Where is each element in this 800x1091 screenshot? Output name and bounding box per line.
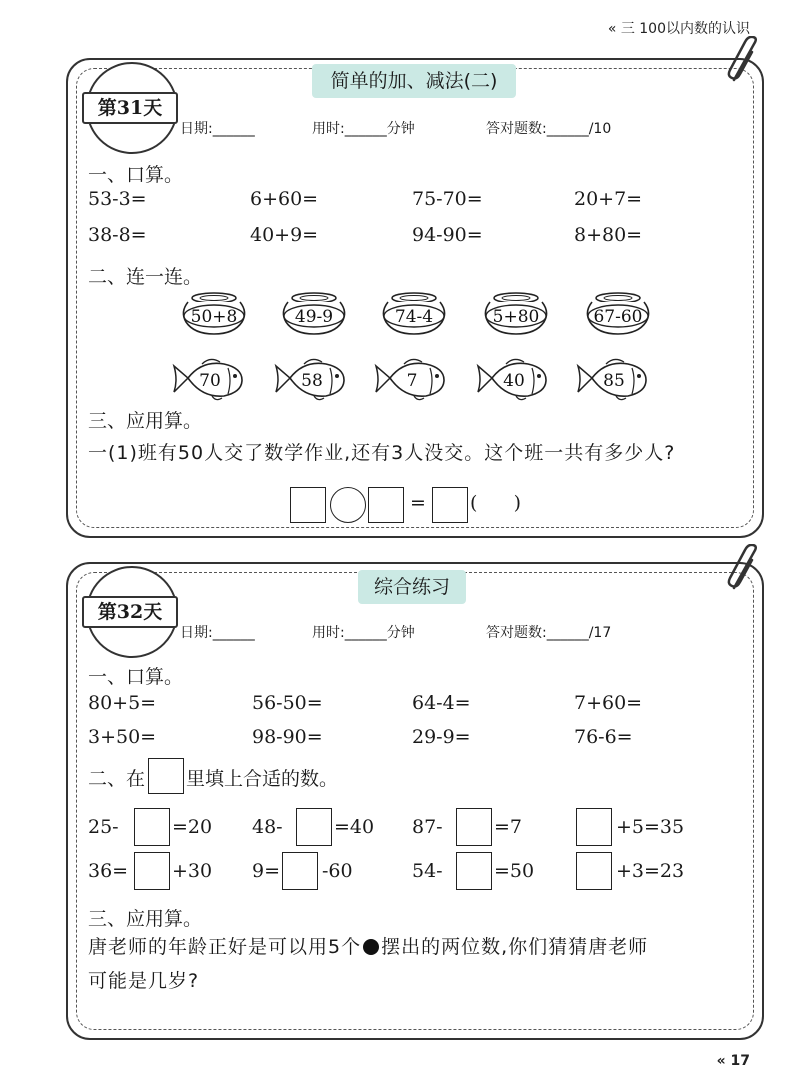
answer-box[interactable] [456,852,492,890]
bowl-label: 5+80 [492,307,540,327]
day32-word-problem-line1 [88,930,748,964]
bowl-label: 50+8 [190,307,238,327]
answer-box[interactable] [296,808,332,846]
day31-section1-title: 一、口算。 [88,164,184,186]
bowl-icon[interactable] [378,290,450,338]
day31-eq-2-2: 40+9= [250,224,319,246]
day32-eq-2-3: 29-9= [412,726,471,748]
day32-eq-1-4: 7+60= [574,692,643,714]
chapter-header: « 三 100以内数的认识 [607,21,750,37]
fill-post: =7 [494,816,523,838]
fill-pre: 36= [88,860,129,882]
fill-pre: 48- [252,816,283,838]
fill-post: +5=35 [616,816,685,838]
unit-paren: ( ) [470,492,522,514]
fill-post: +3=23 [616,860,685,882]
fish-icon[interactable] [172,356,246,402]
bead-icon [363,939,379,955]
fill-pre: 25- [88,816,119,838]
bowl-label: 74-4 [394,307,434,327]
day31-eq-2-4: 8+80= [574,224,643,246]
day32-section2-title-pre: 二、在 [88,768,146,790]
day32-section1-title: 一、口算。 [88,666,184,688]
fish-label: 70 [199,371,221,391]
fill-pre: 87- [412,816,443,838]
day31-eq-1-1: 53-3= [88,188,147,210]
day32-badge [86,566,178,658]
day31-eq-2-1: 38-8= [88,224,147,246]
answer-box[interactable] [432,487,468,523]
fill-pre: 9= [252,860,281,882]
page-number: « 17 [716,1053,750,1069]
operator-circle[interactable] [330,487,366,523]
day32-title: 综合练习 [358,570,466,604]
fish-icon[interactable] [374,356,448,402]
day32-score-field: 答对题数:______/17 [486,625,612,641]
day31-eq-1-2: 6+60= [250,188,319,210]
answer-box[interactable] [576,808,612,846]
day32-section3-title: 三、应用算。 [88,908,203,930]
answer-box[interactable] [368,487,404,523]
fill-post: -60 [322,860,353,882]
example-blank-box [148,758,184,794]
day32-eq-1-1: 80+5= [88,692,157,714]
answer-box[interactable] [290,487,326,523]
fish-icon[interactable] [476,356,550,402]
paperclip-icon [724,36,764,86]
day31-section3-title: 三、应用算。 [88,410,203,432]
day32-eq-2-4: 76-6= [574,726,633,748]
day31-word-problem: 一(1)班有50人交了数学作业,还有3人没交。这个班一共有多少人? [88,442,676,464]
fish-label: 58 [301,371,323,391]
day31-date-field: 日期:______ [180,121,255,137]
answer-box[interactable] [456,808,492,846]
day32-eq-2-1: 3+50= [88,726,157,748]
day32-badge-label: 第32天 [82,596,178,628]
day32-word-problem-line2: 可能是几岁? [88,970,200,992]
fish-icon[interactable] [274,356,348,402]
day32-eq-2-2: 98-90= [252,726,323,748]
fill-post: =50 [494,860,535,882]
fish-label: 40 [503,371,525,391]
problem-text-b: 摆出的两位数,你们猜猜唐老师 [381,936,649,958]
answer-box[interactable] [134,852,170,890]
bowl-label: 67-60 [593,307,643,327]
day31-eq-2-3: 94-90= [412,224,483,246]
bowl-icon[interactable] [480,290,552,338]
answer-box[interactable] [134,808,170,846]
problem-text-a: 唐老师的年龄正好是可以用5个 [88,936,362,958]
day31-eq-1-4: 20+7= [574,188,643,210]
answer-box[interactable] [576,852,612,890]
fill-post: +30 [172,860,213,882]
bowl-label: 49-9 [294,307,334,327]
day32-date-field: 日期:______ [180,625,255,641]
paperclip-icon [724,544,764,594]
bowl-icon[interactable] [582,290,654,338]
day31-time-field: 用时:______分钟 [312,121,415,137]
day32-eq-1-2: 56-50= [252,692,323,714]
fish-icon[interactable] [576,356,650,402]
bowl-icon[interactable] [178,290,250,338]
fill-pre: 54- [412,860,443,882]
day32-section2-title-post: 里填上合适的数。 [186,768,339,790]
fill-post: =40 [334,816,375,838]
day31-eq-1-3: 75-70= [412,188,483,210]
day31-title: 简单的加、减法(二) [312,64,516,98]
day31-badge-label: 第31天 [82,92,178,124]
day31-badge [86,62,178,154]
fill-post: =20 [172,816,213,838]
day32-time-field: 用时:______分钟 [312,625,415,641]
day32-eq-1-3: 64-4= [412,692,471,714]
answer-box[interactable] [282,852,318,890]
equals-sign: = [410,492,426,514]
fish-label: 7 [406,371,418,391]
day31-score-field: 答对题数:______/10 [486,121,612,137]
bowl-icon[interactable] [278,290,350,338]
fish-label: 85 [603,371,625,391]
day31-section2-title: 二、连一连。 [88,266,203,288]
